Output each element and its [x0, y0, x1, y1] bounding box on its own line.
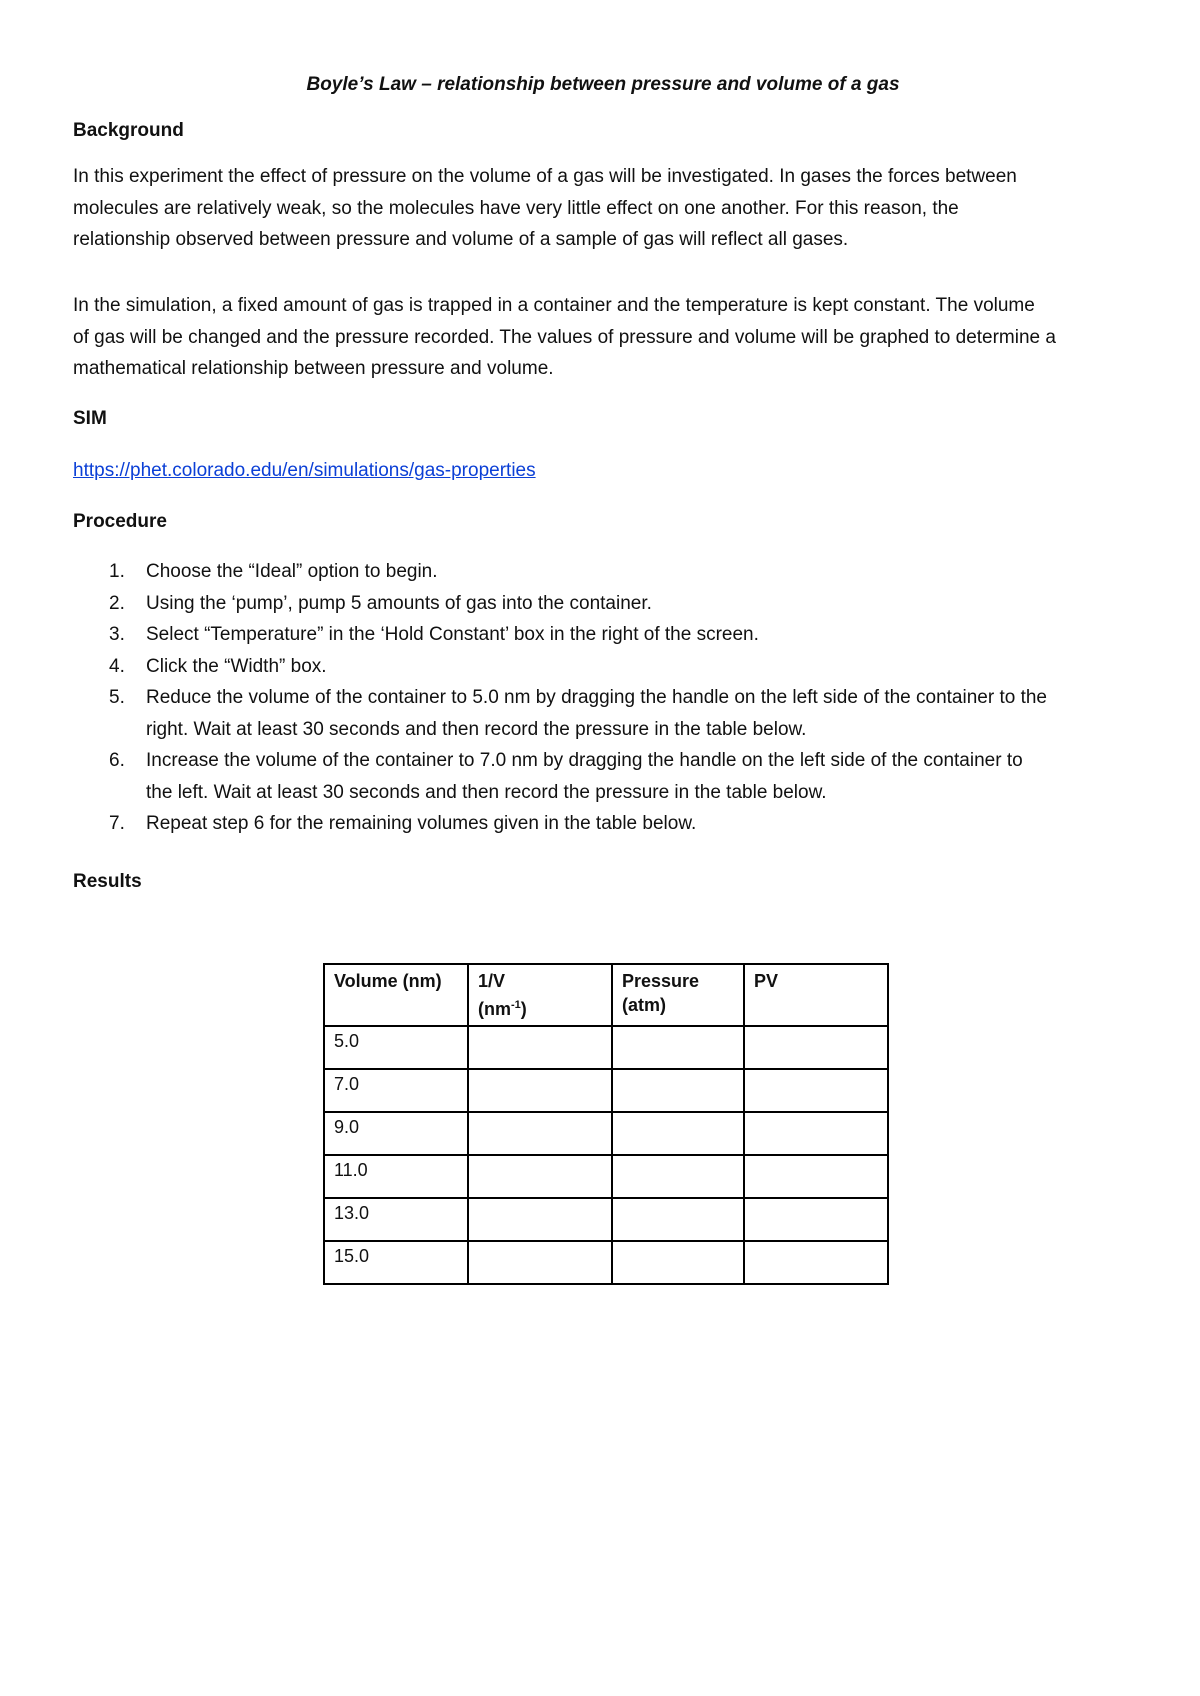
background-paragraph-1 [73, 161, 1148, 256]
inverse-volume-cell[interactable] [468, 1241, 612, 1284]
background-heading: Background [73, 120, 184, 141]
results-table [323, 963, 889, 1285]
procedure-step [73, 619, 1148, 651]
document-title: Boyle’s Law – relationship between pressure and volume of a gas [306, 74, 900, 95]
pv-cell[interactable] [744, 1241, 888, 1284]
pv-cell[interactable] [744, 1198, 888, 1241]
paragraph-line: mathematical relationship between pressure and volume. [73, 358, 554, 379]
inverse-volume-cell[interactable] [468, 1069, 612, 1112]
pv-cell[interactable] [744, 1026, 888, 1069]
procedure-step [73, 808, 1148, 840]
header-volume: Volume (nm) [324, 964, 468, 1026]
paragraph-line: relationship observed between pressure and volume of a sample of gas will reflect all gases. [73, 229, 849, 250]
procedure-step [73, 588, 1148, 620]
volume-cell: 15.0 [324, 1241, 468, 1284]
procedure-step [73, 682, 1148, 745]
step-number: 4. [109, 655, 125, 677]
paragraph-line: In the simulation, a fixed amount of gas is trapped in a container and the temperature is kept constant. The volume [73, 295, 1035, 316]
step-number: 6. [109, 750, 125, 771]
pv-cell[interactable] [744, 1155, 888, 1198]
table-row [324, 1112, 888, 1155]
step-text: Reduce the volume of the container to 5.0 nm by dragging the handle on the left side of the container to the [146, 687, 1047, 708]
pv-cell[interactable] [744, 1069, 888, 1112]
step-number: 2. [109, 592, 125, 614]
table-row [324, 1026, 888, 1069]
pv-cell[interactable] [744, 1112, 888, 1155]
pressure-cell[interactable] [612, 1069, 744, 1112]
volume-cell: 9.0 [324, 1112, 468, 1155]
step-number: 3. [109, 624, 125, 645]
header-pressure: Pressure (atm) [612, 964, 744, 1026]
paragraph-line: molecules are relatively weak, so the molecules have very little effect on one another. For this reason, the [73, 197, 959, 219]
results-heading: Results [73, 871, 142, 892]
paragraph-line: of gas will be changed and the pressure recorded. The values of pressure and volume will be graphed to determine a [73, 326, 1056, 348]
procedure-steps [73, 556, 1148, 840]
step-text: Choose the “Ideal” option to begin. [146, 561, 438, 582]
sim-heading: SIM [73, 408, 107, 429]
paragraph-line: In this experiment the effect of pressure on the volume of a gas will be investigated. In gases the forces between [73, 166, 1017, 187]
procedure-step [73, 651, 1148, 683]
step-text: Click the “Width” box. [146, 655, 327, 677]
sim-link[interactable]: https://phet.colorado.edu/en/simulations/gas-properties [73, 460, 536, 481]
procedure-step [73, 745, 1148, 808]
volume-cell: 11.0 [324, 1155, 468, 1198]
procedure-step [73, 556, 1148, 588]
table-row [324, 1241, 888, 1284]
pressure-cell[interactable] [612, 1155, 744, 1198]
inverse-volume-cell[interactable] [468, 1155, 612, 1198]
inverse-volume-cell[interactable] [468, 1112, 612, 1155]
table-row [324, 1198, 888, 1241]
volume-cell: 7.0 [324, 1069, 468, 1112]
pressure-cell[interactable] [612, 1112, 744, 1155]
step-text: the left. Wait at least 30 seconds and then record the pressure in the table below. [146, 781, 827, 803]
header-pv: PV [744, 964, 888, 1026]
inverse-volume-cell[interactable] [468, 1198, 612, 1241]
header-inverse-volume: 1/V $(nm^{-1})$ [468, 964, 612, 1026]
step-number: 1. [109, 561, 125, 582]
inverse-volume-cell[interactable] [468, 1026, 612, 1069]
volume-cell: 5.0 [324, 1026, 468, 1069]
step-number: 7. [109, 813, 125, 834]
background-paragraph-2 [73, 290, 1148, 385]
table-header-row [324, 964, 888, 1026]
pressure-cell[interactable] [612, 1026, 744, 1069]
step-text: Select “Temperature” in the ‘Hold Constant’ box in the right of the screen. [146, 624, 759, 645]
procedure-heading: Procedure [73, 511, 167, 532]
step-text: Repeat step 6 for the remaining volumes given in the table below. [146, 813, 697, 834]
pressure-cell[interactable] [612, 1198, 744, 1241]
step-text: right. Wait at least 30 seconds and then record the pressure in the table below. [146, 718, 807, 740]
pressure-cell[interactable] [612, 1241, 744, 1284]
table-row [324, 1069, 888, 1112]
table-row [324, 1155, 888, 1198]
step-number: 5. [109, 687, 125, 708]
volume-cell: 13.0 [324, 1198, 468, 1241]
step-text: Using the ‘pump’, pump 5 amounts of gas into the container. [146, 592, 652, 614]
step-text: Increase the volume of the container to 7.0 nm by dragging the handle on the left side of the container to [146, 750, 1023, 771]
